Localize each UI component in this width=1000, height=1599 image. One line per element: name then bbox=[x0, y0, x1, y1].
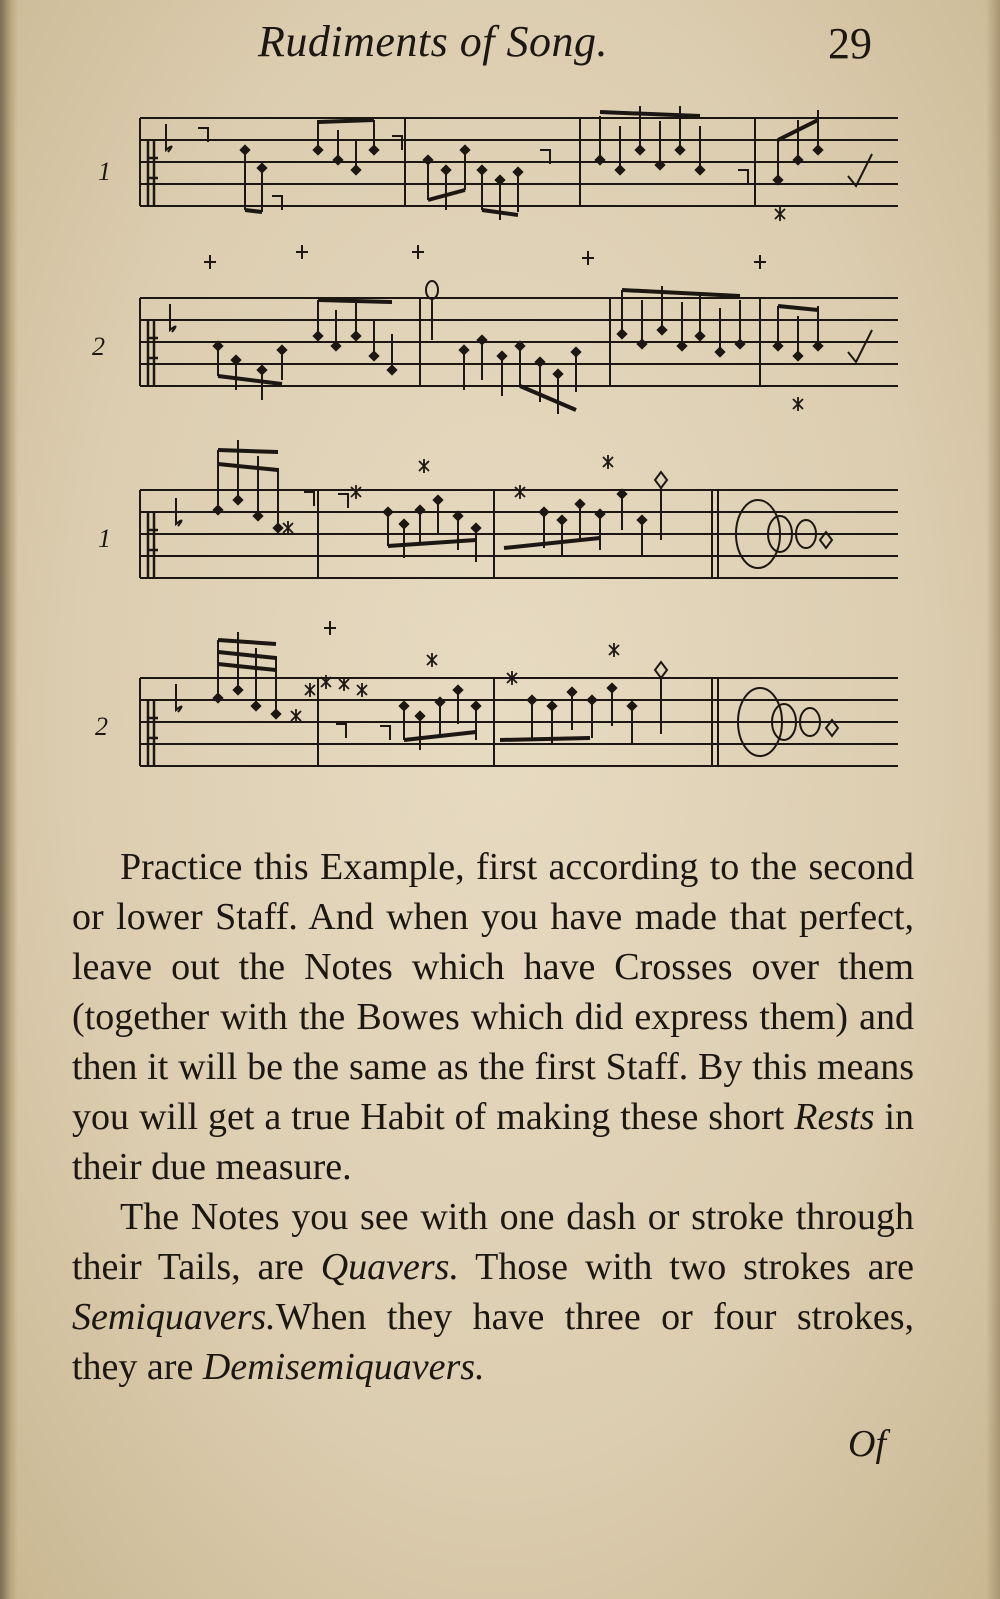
note-beam bbox=[482, 210, 518, 215]
long-note bbox=[655, 472, 667, 488]
note-beam bbox=[600, 112, 700, 116]
custos bbox=[848, 154, 872, 186]
term-quavers: Quavers. bbox=[320, 1246, 459, 1288]
note-beam bbox=[218, 450, 278, 452]
rest-symbol bbox=[338, 494, 348, 508]
paragraph bbox=[72, 1192, 914, 1392]
note-beam bbox=[622, 290, 740, 296]
note-beam bbox=[218, 640, 276, 644]
note-beam bbox=[388, 540, 476, 546]
note-beam bbox=[245, 210, 262, 212]
long-note bbox=[655, 662, 667, 678]
staff-lines bbox=[140, 678, 898, 766]
dot-mark bbox=[427, 653, 437, 667]
note-beam bbox=[218, 652, 276, 658]
dot-mark bbox=[793, 397, 803, 411]
rest-symbol bbox=[738, 170, 748, 184]
staff-lines bbox=[140, 490, 898, 578]
note-beam bbox=[500, 738, 590, 740]
dot-mark bbox=[291, 709, 301, 723]
custos bbox=[848, 330, 872, 362]
para1-end: in their due measure. bbox=[72, 1096, 915, 1188]
para2-text: The Notes you see with one dash or stroke through their Tails, are bbox=[72, 1196, 914, 1288]
cross-mark bbox=[296, 245, 308, 259]
dot-mark bbox=[515, 485, 525, 499]
staff-label: 2 bbox=[95, 712, 108, 741]
running-head: Rudiments of Song. bbox=[258, 17, 608, 66]
cross-mark bbox=[754, 255, 766, 269]
notation bbox=[198, 106, 872, 756]
cross-mark bbox=[324, 621, 336, 635]
note-beam bbox=[218, 664, 276, 670]
note-beam bbox=[218, 376, 282, 384]
dot-mark bbox=[351, 485, 361, 499]
dot-mark bbox=[283, 521, 293, 535]
dot-mark bbox=[419, 459, 429, 473]
dot-mark bbox=[775, 207, 785, 221]
cross-mark bbox=[204, 255, 216, 269]
note-beam bbox=[218, 464, 278, 470]
para2-text-3: When they have three or four strokes, they are bbox=[72, 1296, 914, 1388]
note-beam bbox=[520, 386, 576, 410]
staff-label: 1 bbox=[98, 524, 111, 553]
rest-symbol bbox=[380, 726, 390, 740]
term-demisemiquavers: Demisemiquavers. bbox=[202, 1346, 485, 1388]
staff-label: 2 bbox=[92, 332, 105, 361]
staff-label: 1 bbox=[98, 157, 111, 186]
body-text bbox=[72, 842, 914, 1392]
key-signature-flat bbox=[166, 124, 182, 712]
note-beam bbox=[318, 300, 392, 302]
para2-text-2: Those with two strokes are bbox=[458, 1246, 915, 1288]
page-number: 29 bbox=[828, 19, 872, 68]
clef bbox=[148, 140, 158, 766]
term-rests: Rests bbox=[794, 1096, 875, 1138]
cross-mark bbox=[412, 245, 424, 259]
rest-symbol bbox=[272, 196, 282, 210]
paragraph bbox=[72, 842, 914, 1192]
note-beam bbox=[504, 538, 600, 548]
cross-mark bbox=[582, 251, 594, 265]
note-beam bbox=[778, 306, 818, 310]
rest-symbol bbox=[392, 136, 402, 150]
catchword: Of bbox=[848, 1423, 886, 1465]
rest-symbol bbox=[304, 492, 314, 506]
rest-symbol bbox=[336, 724, 346, 738]
dot-mark bbox=[339, 677, 349, 691]
term-semiquavers: Semiquavers. bbox=[72, 1296, 276, 1338]
dot-mark bbox=[603, 455, 613, 469]
half-note bbox=[426, 281, 438, 299]
note-beam bbox=[318, 120, 374, 122]
dot-mark bbox=[357, 683, 367, 697]
dot-mark bbox=[609, 643, 619, 657]
para1-text: Practice this Example, first according to the second or lower Staff. And when you have made that perfect, leave out the Notes which have Crosses over them (together with the Bowes which did express them) and then it will be the same as the first Staff. By this means you will get a true Habit of making these short bbox=[72, 846, 914, 1138]
dot-mark bbox=[305, 683, 315, 697]
